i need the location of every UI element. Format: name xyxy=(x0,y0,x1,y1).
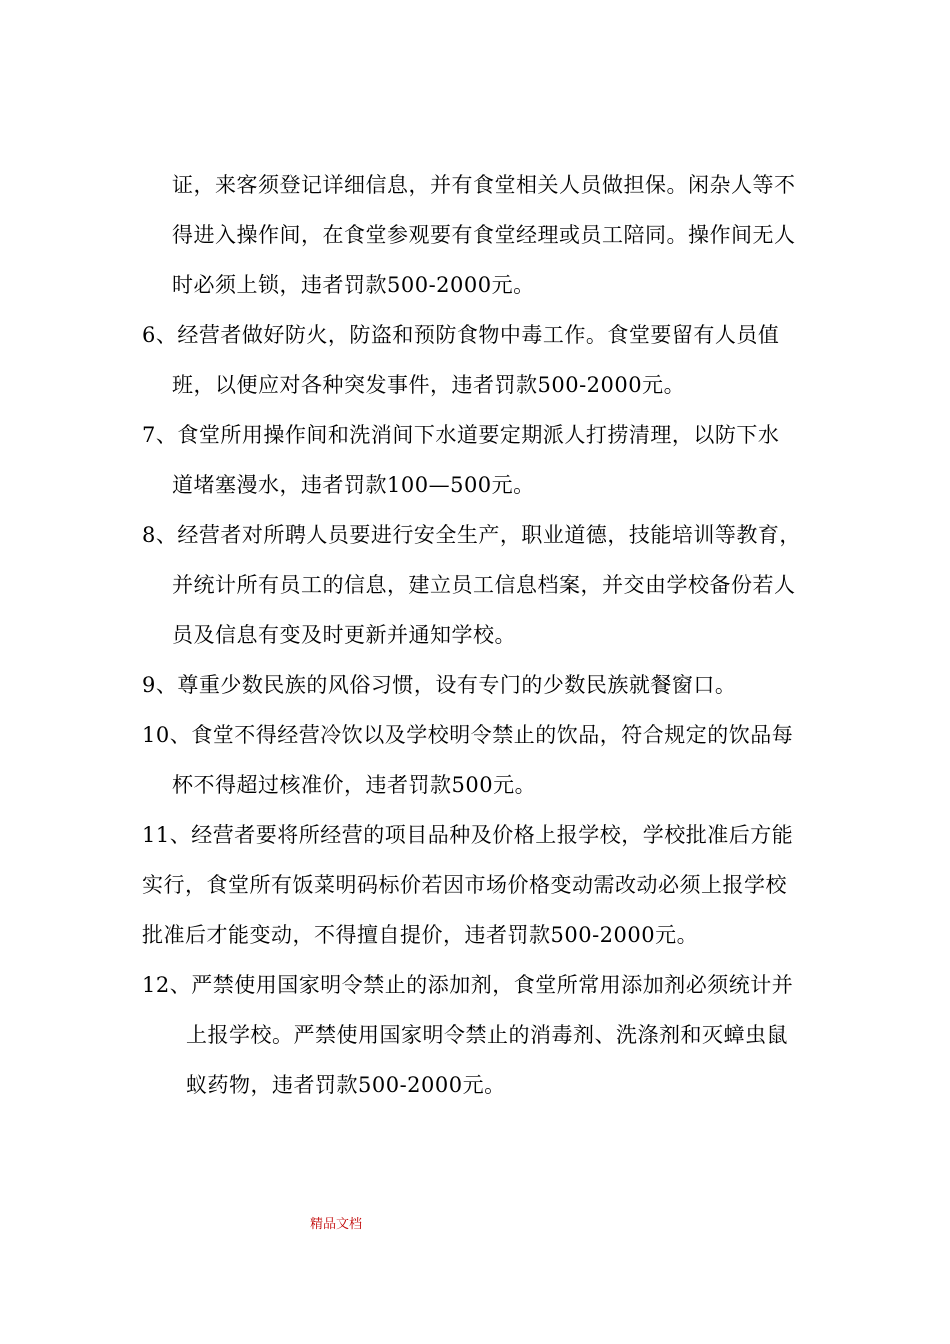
text-line: 蚁药物，违者罚款500-2000元。 xyxy=(186,1073,506,1097)
text-line: 实行，食堂所有饭菜明码标价若因市场价格变动需改动必须上报学校 xyxy=(142,873,787,897)
list-item-9: 9、尊重少数民族的风俗习惯，设有专门的少数民族就餐窗口。 xyxy=(142,673,737,697)
list-item-11: 11、经营者要将所经营的项目品种及价格上报学校，学校批准后方能 xyxy=(142,823,794,847)
list-item-12: 12、严禁使用国家明令禁止的添加剂，食堂所常用添加剂必须统计并 xyxy=(142,973,794,997)
text-line: 得进入操作间，在食堂参观要有食堂经理或员工陪同。操作间无人 xyxy=(172,223,796,247)
list-item-7: 7、食堂所用操作间和洗消间下水道要定期派人打捞清理，以防下水 xyxy=(142,423,780,447)
text-line: 批准后才能变动，不得擅自提价，违者罚款500-2000元。 xyxy=(142,923,699,947)
text-line: 并统计所有员工的信息，建立员工信息档案，并交由学校备份若人 xyxy=(172,573,796,597)
footer-watermark: 精品文档 xyxy=(310,1217,363,1232)
text-line: 上报学校。严禁使用国家明令禁止的消毒剂、洗涤剂和灭蟑虫鼠 xyxy=(186,1023,788,1047)
text-line: 证，来客须登记详细信息，并有食堂相关人员做担保。闲杂人等不 xyxy=(172,173,796,197)
text-line: 员及信息有变及时更新并通知学校。 xyxy=(172,623,516,647)
list-item-8: 8、经营者对所聘人员要进行安全生产，职业道德，技能培训等教育， xyxy=(142,523,801,547)
text-line: 班，以便应对各种突发事件，违者罚款500-2000元。 xyxy=(172,373,686,397)
list-item-6: 6、经营者做好防火，防盗和预防食物中毒工作。食堂要留有人员值 xyxy=(142,323,780,347)
text-line: 时必须上锁，违者罚款500-2000元。 xyxy=(172,273,535,297)
list-item-10: 10、食堂不得经营冷饮以及学校明令禁止的饮品，符合规定的饮品每 xyxy=(142,723,794,747)
text-line: 杯不得超过核准价，违者罚款500元。 xyxy=(172,773,537,797)
text-line: 道堵塞漫水，违者罚款100—500元。 xyxy=(172,473,535,497)
